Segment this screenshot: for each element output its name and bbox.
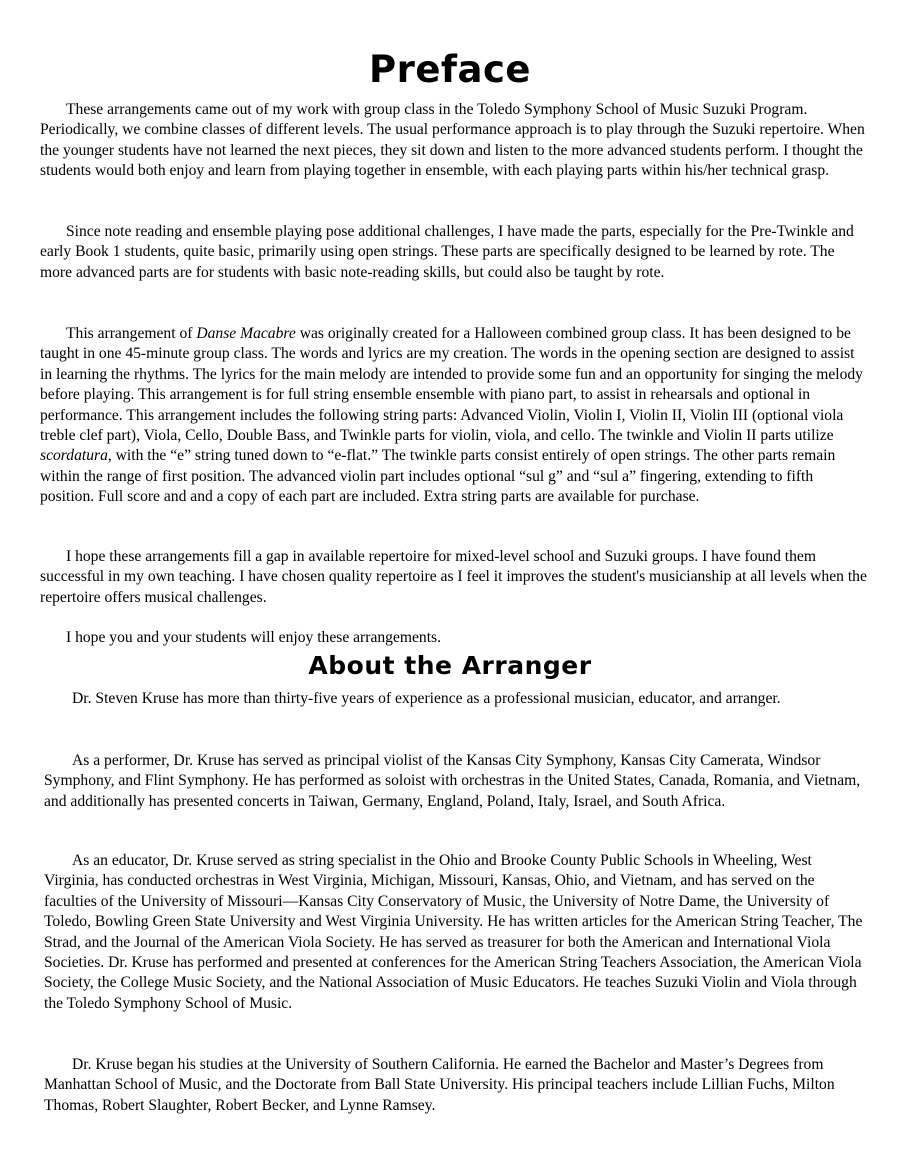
scordatura-term: scordatura xyxy=(40,447,108,465)
about-paragraph-3: As an educator, Dr. Kruse served as string specialist in the Ohio and Brooke County Public Schools in Wheeling, West Virginia, has conducted orchestras in West Virginia, Michigan, Missouri, Kansas, Ohio, and Vietnam, and has served on the faculties of the University of Missouri—Kansas City Conservatory of Music, the University of Notre Dame, the University of Toledo, Bowling Green State University and West Virginia University. He has written articles for the American String Teacher, The Strad, and the Journal of the American Viola Society. He has served as treasurer for both the American and International Viola Societies. Dr. Kruse has performed and presented at conferences for the American String Teachers Association, the American Viola Society, the College Music Society, and the National Association of Music Educators. He teaches Suzuki Violin and Viola through the Toledo Symphony School of Music. xyxy=(44,852,863,1012)
preface-paragraph-1: These arrangements came out of my work with group class in the Toledo Symphony School of Music Suzuki Program. Periodically, we combine classes of different levels. The usual performance approach is to play through the Suzuki repertoire. When the younger students have not learned the next pieces, they sit down and listen to the more advanced students perform. I thought the students would both enjoy and learn from playing together in ensemble, with each playing parts within his/her technical grasp. xyxy=(40,101,865,180)
preface-paragraph-2: Since note reading and ensemble playing pose additional challenges, I have made the parts, especially for the Pre-Twinkle and early Book 1 students, quite basic, primarily using open strings. These parts are specifically designed to be learned by rote. The more advanced parts are for students with basic note-reading skills, but could also be taught by rote. xyxy=(40,223,854,281)
preface-paragraph-3 xyxy=(40,324,870,508)
about-paragraph-1: Dr. Steven Kruse has more than thirty-five years of experience as a professional musician, educator, and arranger. xyxy=(72,690,781,707)
preface-paragraph-3-body: was originally created for a Halloween combined group class. It has been designed to be taught in one 45-minute group class. The words and lyrics are my creation. The words in the opening section are designed to assist in learning the rhythms. The lyrics for the main melody are intended to provide some fun and an opportunity for singing the melody before playing. This arrangement is for full string ensemble ensemble with piano part, to assist in rehearsals and optional in performance. This arrangement includes the following string parts: Advanced Violin, Violin I, Violin II, Violin III (optional viola treble clef part), Viola, Cello, Double Bass, and Twinkle parts for violin, viola, and cello. The twinkle and Violin II parts utilize xyxy=(40,325,863,445)
about-paragraph-2: As a performer, Dr. Kruse has served as principal violist of the Kansas City Symphony, Kansas City Camerata, Windsor Symphony, and Flint Symphony. He has performed as soloist with orchestras in the United States, Canada, Romania, and Vietnam, and additionally has presented concerts in Taiwan, Germany, England, Poland, Italy, Israel, and South Africa. xyxy=(44,752,861,810)
piece-title: Danse Macabre xyxy=(196,325,296,342)
preface-paragraph-4: I hope these arrangements fill a gap in available repertoire for mixed-level school and Suzuki groups. I have found them successful in my own teaching. I have chosen quality repertoire as I feel it improves the student's musicianship at all levels when the repertoire offers musical challenges. xyxy=(40,548,867,606)
about-paragraph-4: Dr. Kruse began his studies at the University of Southern California. He earned the Bachelor and Master’s Degrees from Manhattan School of Music, and the Doctorate from Ball State University. His principal teachers include Lillian Fuchs, Milton Thomas, Robert Slaughter, Robert Becker, and Lynne Ramsey. xyxy=(44,1056,835,1114)
preface-title: Preface xyxy=(368,48,532,91)
preface-paragraph-5: I hope you and your students will enjoy these arrangements. xyxy=(66,629,442,646)
preface-paragraph-3-intro: This arrangement of xyxy=(66,325,197,342)
preface-paragraph-3-end: , with the “e” string tuned down to “e-flat.” The twinkle parts consist entirely of open strings. The other parts remain within the range of first position. The advanced violin part includes optional “sul g” and “sul a” fingering, extending to fifth position. Full score and and a copy of each part are included. Extra string parts are available for purchase. xyxy=(40,447,836,506)
about-arranger-title: About the Arranger xyxy=(308,651,592,680)
